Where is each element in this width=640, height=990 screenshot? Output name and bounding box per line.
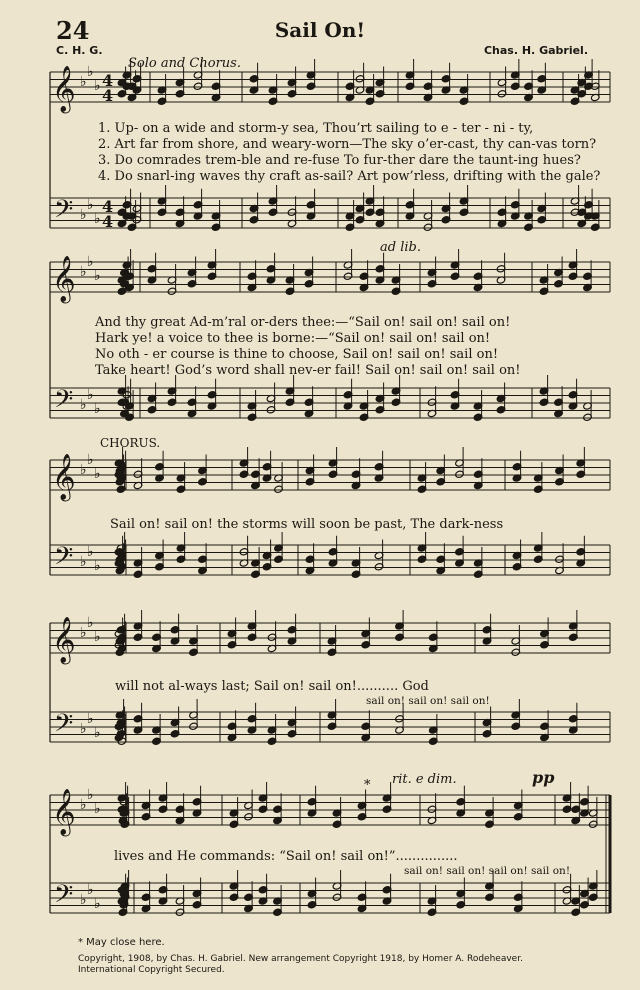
chorus-line-2: will not al-ways last; Sail on! sail on!.......... God — [115, 679, 429, 694]
flat-sign: ♭ — [87, 787, 94, 803]
flat-sign: ♭ — [94, 801, 101, 817]
treble-clef: 𝄞 — [52, 617, 76, 663]
time-signature: 4 — [102, 86, 114, 105]
treble-clef: 𝄞 — [52, 66, 76, 112]
time-signature: 4 — [102, 212, 114, 231]
bass-clef: 𝄢 — [54, 385, 74, 420]
flat-sign: ♭ — [80, 554, 87, 570]
time-signature: 4 — [102, 197, 114, 216]
flat-sign: ♭ — [80, 397, 87, 413]
verse-1-line-1: 1. Up- on a wide and storm-y sea, Thou’rt sailing to e - ter - ni - ty, — [98, 121, 534, 136]
dynamic-pp: pp — [532, 768, 555, 787]
bass-clef: 𝄢 — [54, 709, 74, 744]
asterisk-mark: * — [364, 778, 371, 793]
chorus-line-1: Sail on! sail on! the storms will soon be past, The dark-ness — [110, 517, 504, 532]
flat-sign: ♭ — [87, 544, 94, 560]
treble-clef: 𝄞 — [52, 454, 76, 500]
copyright-line-2: International Copyright Secured. — [78, 965, 225, 975]
chorus-line-3-bass: sail on! sail on! sail on! sail on! — [404, 865, 571, 877]
verse-2-line-1: 2. Art far from shore, and weary-worn—The sky o’er-cast, thy can-vas torn? — [98, 137, 597, 152]
flat-sign: ♭ — [94, 629, 101, 645]
chorus-line-2-bass: sail on! sail on! sail on! — [366, 695, 490, 707]
copyright-line-1: Copyright, 1908, by Chas. H. Gabriel. New arrangement Copyright 1918, by Homer A. Rodeheaver. — [78, 954, 523, 964]
flat-sign: ♭ — [80, 74, 87, 90]
verse-2-line-2: Hark ye! a voice to thee is borne:—“Sail on! sail on! sail on! — [95, 331, 491, 346]
flat-sign: ♭ — [80, 892, 87, 908]
verse-3-line-2: No oth - er course is thine to choose, Sail on! sail on! sail on! — [95, 347, 499, 362]
flat-sign: ♭ — [87, 882, 94, 898]
treble-clef: 𝄞 — [52, 789, 76, 835]
flat-sign: ♭ — [87, 615, 94, 631]
chorus-line-3: lives and He commands: “Sail on! sail on!”............... — [114, 849, 458, 864]
flat-sign: ♭ — [94, 558, 101, 574]
flat-sign: ♭ — [87, 254, 94, 270]
flat-sign: ♭ — [94, 401, 101, 417]
ad-lib-marking: ad lib. — [380, 240, 421, 255]
time-signature: 4 — [102, 71, 114, 90]
flat-sign: ♭ — [94, 211, 101, 227]
verse-4-line-1: 4. Do snarl-ing waves thy craft as-sail? Art pow’rless, drifting with the gale? — [98, 169, 601, 184]
flat-sign: ♭ — [94, 725, 101, 741]
flat-sign: ♭ — [80, 207, 87, 223]
words-by: C. H. G. — [56, 44, 103, 57]
treble-clef: 𝄞 — [52, 256, 76, 302]
performance-note: Solo and Chorus. — [128, 56, 241, 71]
verse-4-line-2: Take heart! God’s word shall nev-er fail! Sail on! sail on! sail on! — [95, 363, 521, 378]
footnote: * May close here. — [78, 937, 165, 948]
flat-sign: ♭ — [87, 711, 94, 727]
flat-sign: ♭ — [94, 268, 101, 284]
flat-sign: ♭ — [80, 625, 87, 641]
flat-sign: ♭ — [94, 466, 101, 482]
rit-marking: rit. e dim. — [392, 772, 457, 787]
chorus-label: CHORUS. — [100, 436, 161, 450]
bass-clef: 𝄢 — [54, 880, 74, 915]
bass-clef: 𝄢 — [54, 195, 74, 230]
flat-sign: ♭ — [80, 797, 87, 813]
verse-3-line-1: 3. Do comrades trem-ble and re-fuse To fur-ther dare the taunt-ing hues? — [98, 153, 581, 168]
flat-sign: ♭ — [80, 721, 87, 737]
flat-sign: ♭ — [94, 78, 101, 94]
flat-sign: ♭ — [80, 264, 87, 280]
flat-sign: ♭ — [87, 64, 94, 80]
flat-sign: ♭ — [87, 452, 94, 468]
flat-sign: ♭ — [87, 197, 94, 213]
verse-1-line-2: And thy great Ad-m’ral or-ders thee:—“Sail on! sail on! sail on! — [95, 315, 511, 330]
flat-sign: ♭ — [87, 387, 94, 403]
bass-clef: 𝄢 — [54, 542, 74, 577]
hymn-number: 24 — [56, 16, 90, 45]
flat-sign: ♭ — [80, 462, 87, 478]
flat-sign: ♭ — [94, 896, 101, 912]
music-by: Chas. H. Gabriel. — [483, 44, 588, 57]
hymn-title: Sail On! — [274, 18, 366, 42]
